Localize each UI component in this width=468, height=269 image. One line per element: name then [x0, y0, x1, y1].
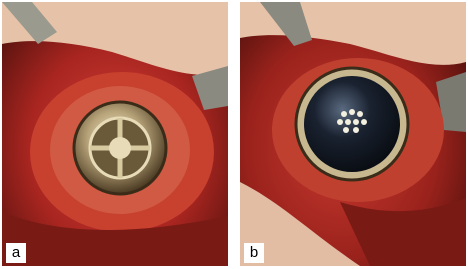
surgical-photo-b	[240, 2, 466, 266]
surgical-photo-a	[2, 2, 228, 266]
panel-label-b: b	[244, 243, 264, 263]
femoral-head	[304, 76, 400, 172]
figure-panel-a	[2, 2, 228, 266]
cup-hub	[109, 137, 131, 159]
panel-label-a: a	[6, 243, 26, 263]
figure-panel-b	[240, 2, 466, 266]
